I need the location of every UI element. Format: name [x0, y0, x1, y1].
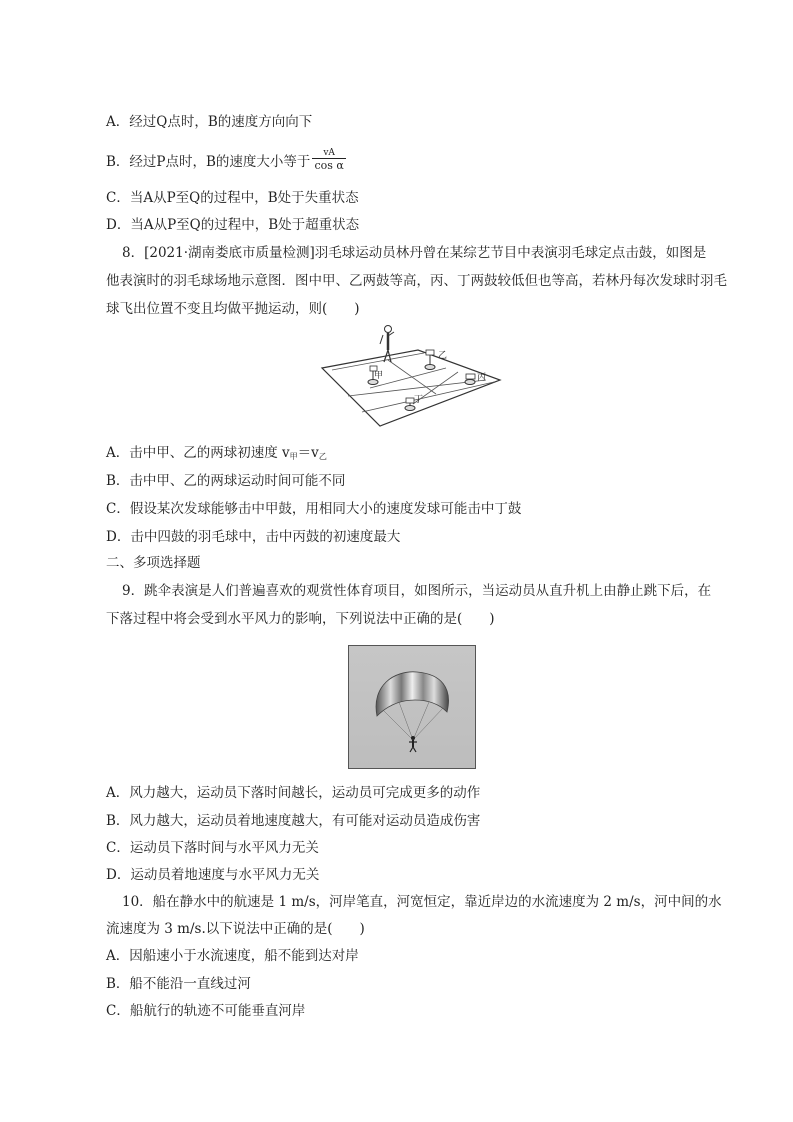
q9-option-a: A．风力越大，运动员下落时间越长，运动员可完成更多的动作 [106, 785, 481, 801]
q8-option-a-eq: ＝v [297, 445, 319, 461]
q10-stem-line2: 流速度为 3 m/s.以下说法中正确的是( ) [106, 921, 365, 937]
badminton-court-figure [318, 322, 504, 432]
q7-option-b-text: B．经过P点时，B的速度大小等于 [106, 154, 311, 170]
q8-option-d: D．击中四鼓的羽毛球中，击中丙鼓的初速度最大 [106, 529, 401, 545]
q7-option-b [106, 150, 346, 175]
q9-option-b: B．风力越大，运动员着地速度越大，有可能对运动员造成伤害 [106, 813, 481, 829]
fraction-numerator: vA [312, 148, 345, 159]
label-bing: 丙 [477, 373, 487, 383]
q7-option-b-fraction [312, 148, 345, 173]
label-ding: 丁 [414, 395, 424, 405]
drum-yi [425, 350, 435, 370]
q8-option-c: C．假设某次发球能够击中甲鼓，用相同大小的速度发球可能击中丁鼓 [106, 501, 522, 517]
q7-option-c: C．当A从P至Q的过程中，B处于失重状态 [106, 190, 359, 206]
parachute-photo [348, 645, 476, 769]
q9-stem-line1: 9．跳伞表演是人们普遍喜欢的观赏性体育项目，如图所示，当运动员从直升机上由静止跳下后，在 [122, 583, 712, 599]
q9-stem-line2: 下落过程中将会受到水平风力的影响，下列说法中正确的是( ) [106, 611, 495, 627]
q8-option-b: B．击中甲、乙的两球运动时间可能不同 [106, 473, 346, 489]
q10-option-b: B．船不能沿一直线过河 [106, 976, 251, 992]
q10-option-c: C．船航行的轨迹不可能垂直河岸 [106, 1003, 306, 1019]
q10-stem-line1: 10．船在静水中的航速是 1 m/s，河岸笔直，河宽恒定，靠近岸边的水流速度为 2 m/s，河中间的水 [122, 894, 722, 910]
q8-stem-line3: 球飞出位置不变且均做平抛运动，则( ) [106, 301, 360, 317]
fraction-denominator: cos α [314, 159, 344, 172]
q8-option-a-text: A．击中甲、乙的两球初速度 v [106, 445, 290, 461]
section-heading-multiple-choice: 二、多项选择题 [106, 555, 201, 571]
q8-stem-line1: 8．[2021·湖南娄底市质量检测]羽毛球运动员林丹曾在某综艺节目中表演羽毛球定点击鼓，如图是 [122, 245, 707, 261]
label-yi: 乙 [438, 351, 448, 361]
q7-option-d: D．当A从P至Q的过程中，B处于超重状态 [106, 217, 360, 233]
q10-option-a: A．因船速小于水流速度，船不能到达对岸 [106, 948, 359, 964]
q9-option-c: C．运动员下落时间与水平风力无关 [106, 840, 319, 856]
subscript-jia: 甲 [289, 452, 298, 461]
q9-option-d: D．运动员着地速度与水平风力无关 [106, 867, 320, 883]
subscript-yi: 乙 [318, 452, 327, 461]
q8-stem-line2: 他表演时的羽毛球场地示意图．图中甲、乙两鼓等高，丙、丁两鼓较低但也等高，若林丹每次发球时羽毛 [106, 273, 727, 289]
parachute-image [349, 646, 475, 768]
q7-option-a: A．经过Q点时，B的速度方向向下 [106, 114, 313, 130]
drum-bing [465, 374, 475, 385]
q8-option-a [106, 443, 327, 467]
label-jia: 甲 [374, 371, 384, 381]
